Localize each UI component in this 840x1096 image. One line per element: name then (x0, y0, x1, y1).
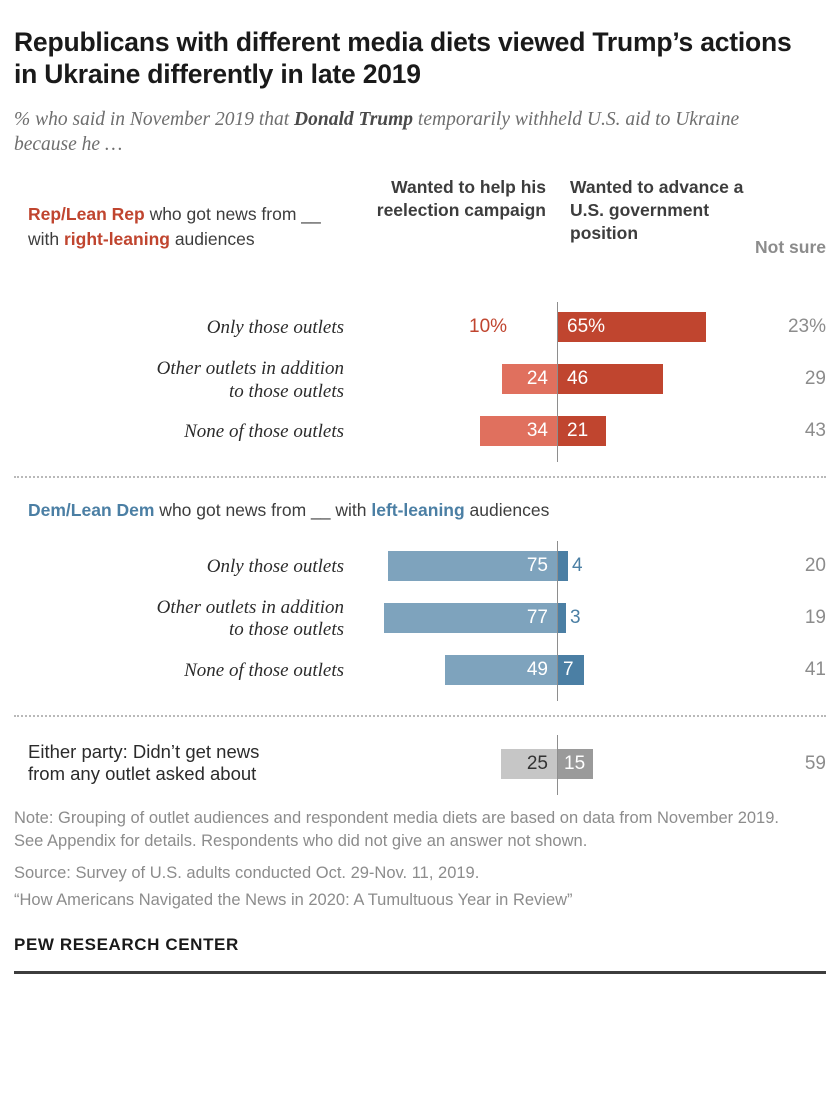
row-label-line2: from any outlet asked about (28, 762, 257, 784)
row-value-right: 3 (570, 606, 581, 628)
row-value-notsure: 23% (787, 316, 826, 338)
chart-group-dem (14, 541, 826, 697)
chart-page (0, 26, 840, 1096)
chart-row (14, 739, 826, 791)
chart-row (14, 406, 826, 458)
group-label-republican (28, 202, 328, 252)
subtitle-pre: % who said in November 2019 that (14, 108, 295, 130)
bar-right (558, 312, 706, 342)
group-label-rep-end: audiences (169, 228, 255, 249)
column-header-left: Wanted to help his reelection campaign (376, 177, 546, 220)
chart-row (14, 645, 826, 697)
group-label-rep-lead: Rep/Lean Rep (28, 204, 145, 225)
subtitle-post: temporarily withheld U.S. aid to Ukraine because he … (14, 108, 740, 156)
footer-report: “How Americans Navigated the News in 2020: A Tumultuous Year in Review” (14, 891, 573, 910)
bar-left (502, 364, 557, 394)
row-value-notsure: 29 (804, 368, 826, 390)
bar-right-value: 15 (564, 752, 586, 774)
group-label-rep-accent: right-leaning (63, 228, 170, 249)
row-label: Only those outlets (206, 555, 344, 577)
bar-right (558, 603, 566, 633)
bar-right (558, 364, 663, 394)
bar-right (558, 551, 568, 581)
row-label-line2: to those outlets (228, 619, 344, 641)
chart-body (14, 302, 826, 791)
row-label: Only those outlets (206, 317, 344, 339)
group-label-dem-lead: Dem/Lean Dem (28, 500, 155, 521)
section-divider (14, 476, 826, 478)
row-value-notsure: 59 (804, 752, 826, 774)
page-title: Republicans with different media diets viewed Trump’s actions in Ukraine differently in late 2019 (14, 27, 792, 90)
bar-left (445, 655, 557, 685)
chart-row (14, 593, 826, 645)
subtitle-bold: Donald Trump (294, 108, 414, 130)
row-value-left: 10% (469, 316, 508, 338)
row-value-notsure: 20 (804, 554, 826, 576)
bar-left-value: 24 (526, 368, 548, 390)
bar-left-value: 77 (526, 606, 548, 628)
row-value-notsure: 43 (804, 420, 826, 442)
row-value-notsure: 41 (804, 658, 826, 680)
chart-subtitle (14, 107, 826, 158)
chart-row (14, 541, 826, 593)
footer-note: Note: Grouping of outlet audiences and respondent media diets are based on data from November 2019. See Appendix for details. Respondents who did not give an answer not shown. (14, 808, 779, 851)
bar-left-value: 34 (526, 420, 548, 442)
bar-right (558, 416, 606, 446)
chart-row (14, 302, 826, 354)
row-label-line1: Either party: Didn’t get news (28, 740, 260, 762)
row-label (28, 741, 428, 785)
row-label: None of those outlets (184, 421, 344, 443)
row-label-line1: Other outlets in addition (156, 358, 344, 380)
row-value-notsure: 19 (804, 606, 826, 628)
column-headers (14, 174, 826, 302)
section-divider (14, 715, 826, 717)
bar-right (558, 749, 593, 779)
bar-left-value: 75 (526, 554, 548, 576)
row-label: None of those outlets (184, 659, 344, 681)
row-label-line1: Other outlets in addition (156, 596, 344, 618)
bar-right-value: 7 (563, 658, 574, 680)
group-label-dem-mid: who got news from __ with (154, 500, 372, 521)
bar-right-value: 21 (567, 420, 589, 442)
group-label-rep-mid: who got news from __ with (28, 204, 321, 249)
bar-left (384, 603, 557, 633)
group-label-dem-end: audiences (464, 500, 550, 521)
row-label (14, 358, 344, 403)
brand-label: PEW RESEARCH CENTER (14, 934, 239, 954)
footer-rule (14, 971, 826, 974)
row-label (14, 597, 344, 642)
bar-right-value: 46 (567, 368, 589, 390)
bar-right-value: 65% (567, 316, 606, 338)
chart-group-either (14, 739, 826, 791)
bar-left-value: 25 (526, 752, 548, 774)
bar-left (501, 749, 557, 779)
group-label-dem-accent: left-leaning (371, 500, 465, 521)
column-header-notsure: Not sure (755, 237, 826, 258)
group-label-democrat (14, 498, 826, 523)
chart-footer (14, 807, 826, 913)
row-label-line2: to those outlets (228, 380, 344, 402)
column-header-right: Wanted to advance a U.S. government position (570, 177, 744, 243)
chart-row (14, 354, 826, 406)
bar-left-value: 49 (526, 658, 548, 680)
row-value-right: 4 (572, 554, 583, 576)
footer-source: Source: Survey of U.S. adults conducted Oct. 29-Nov. 11, 2019. (14, 863, 480, 882)
bar-left (388, 551, 557, 581)
bar-right (558, 655, 584, 685)
bar-left (480, 416, 557, 446)
